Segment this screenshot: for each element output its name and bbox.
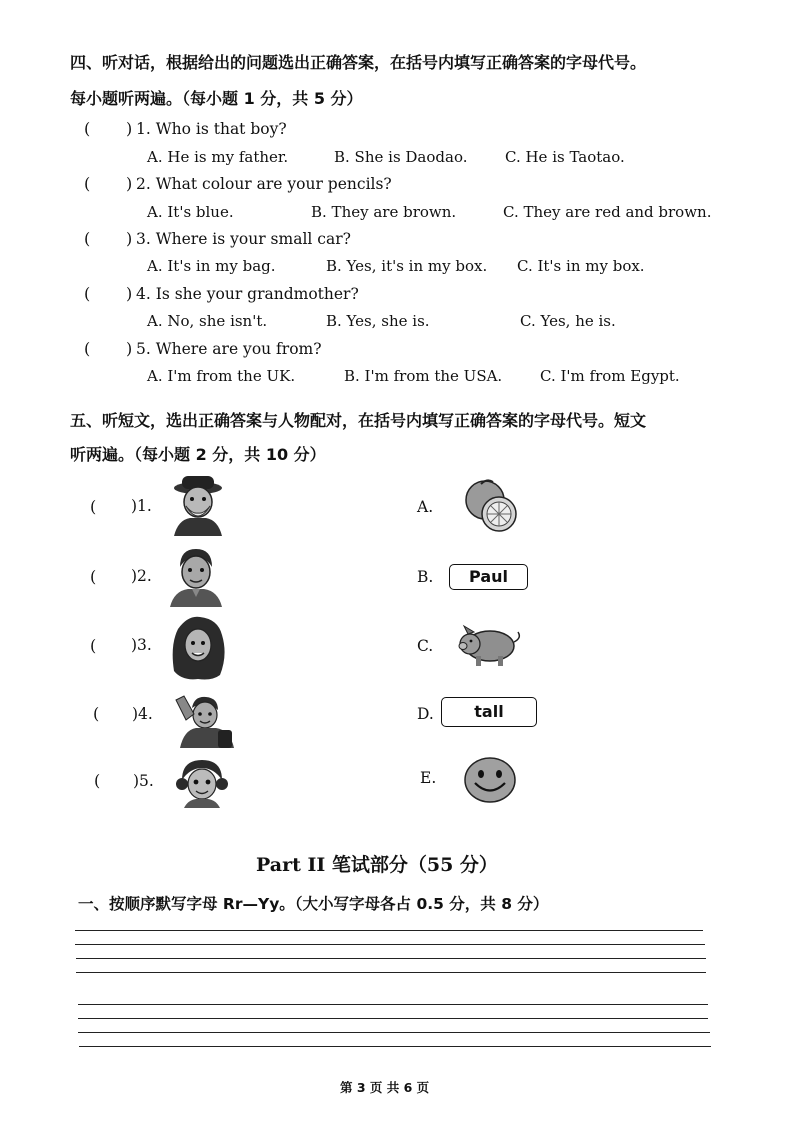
option-c: C. He is Taotao. [505,148,625,166]
option-c: C. They are red and brown. [503,203,712,221]
answer-paren-open[interactable]: ( [93,704,100,723]
part2-q1-heading: 一、按顺序默写字母 Rr—Yy。（大小写字母各占 0.5 分，共 8 分） [78,895,549,913]
oranges-picture [461,478,521,534]
writing-line [76,972,706,973]
question-text: 5. Where are you from? [136,340,322,358]
waving-boy-picture [172,694,238,748]
option-b: B. They are brown. [311,203,457,221]
answer-paren-open[interactable]: ( [84,284,91,303]
writing-line [78,1018,708,1019]
answer-paren-open[interactable]: ( [84,119,91,138]
option-a: A. No, she isn't. [147,312,268,330]
answer-paren-close: ) [126,119,133,138]
section4-heading-line2: 每小题听两遍。（每小题 1 分，共 5 分） [70,89,363,108]
question-text: 4. Is she your grandmother? [136,285,359,303]
option-letter: C. [417,637,434,655]
item-number: )4. [132,705,153,723]
answer-paren-open[interactable]: ( [94,771,101,790]
option-b: B. Yes, it's in my box. [326,257,488,275]
option-a: A. It's in my bag. [147,257,276,275]
item-number: )1. [131,497,152,515]
part2-title: Part II 笔试部分（55 分） [256,854,498,876]
writing-line [76,958,706,959]
young-man-picture [166,545,226,607]
answer-paren-close: ) [126,284,133,303]
section4-heading-line1: 四、听对话，根据给出的问题选出正确答案，在括号内填写正确答案的字母代号。 [70,53,647,72]
option-a: A. It's blue. [147,203,234,221]
option-b: B. She is Daodao. [334,148,468,166]
answer-paren-close: ) [126,229,133,248]
tall-word-card: tall [441,697,537,727]
pig-picture [456,622,524,670]
option-letter: B. [417,568,434,586]
smiley-face-picture [463,756,517,804]
writing-line [75,930,703,931]
answer-paren-close: ) [126,339,133,358]
answer-paren-open[interactable]: ( [84,229,91,248]
option-letter: A. [417,498,434,516]
question-text: 3. Where is your small car? [136,230,351,248]
curly-hair-girl-picture [168,615,228,681]
answer-paren-open[interactable]: ( [90,567,97,586]
option-a: A. He is my father. [147,148,289,166]
writing-line [75,944,705,945]
answer-paren-close: ) [126,174,133,193]
answer-paren-open[interactable]: ( [84,174,91,193]
small-girl-picture [174,758,230,808]
writing-line [78,1004,708,1005]
page-number: 第 3 页 共 6 页 [340,1080,430,1095]
writing-line [78,1032,710,1033]
option-a: A. I'm from the UK. [147,367,296,385]
paul-word-card: Paul [449,564,528,590]
item-number: )2. [131,567,152,585]
option-letter: D. [417,705,434,723]
section5-heading-line2: 听两遍。（每小题 2 分，共 10 分） [70,445,326,464]
item-number: )3. [131,636,152,654]
old-man-picture [168,474,228,536]
question-text: 1. Who is that boy? [136,120,287,138]
option-letter: E. [420,769,437,787]
section5-heading-line1: 五、听短文，选出正确答案与人物配对，在括号内填写正确答案的字母代号。短文 [70,411,647,430]
item-number: )5. [133,772,154,790]
question-text: 2. What colour are your pencils? [136,175,392,193]
answer-paren-open[interactable]: ( [90,636,97,655]
writing-line [79,1046,711,1047]
option-b: B. Yes, she is. [326,312,430,330]
option-c: C. It's in my box. [517,257,645,275]
option-b: B. I'm from the USA. [344,367,503,385]
answer-paren-open[interactable]: ( [90,497,97,516]
option-c: C. I'm from Egypt. [540,367,680,385]
answer-paren-open[interactable]: ( [84,339,91,358]
option-c: C. Yes, he is. [520,312,616,330]
